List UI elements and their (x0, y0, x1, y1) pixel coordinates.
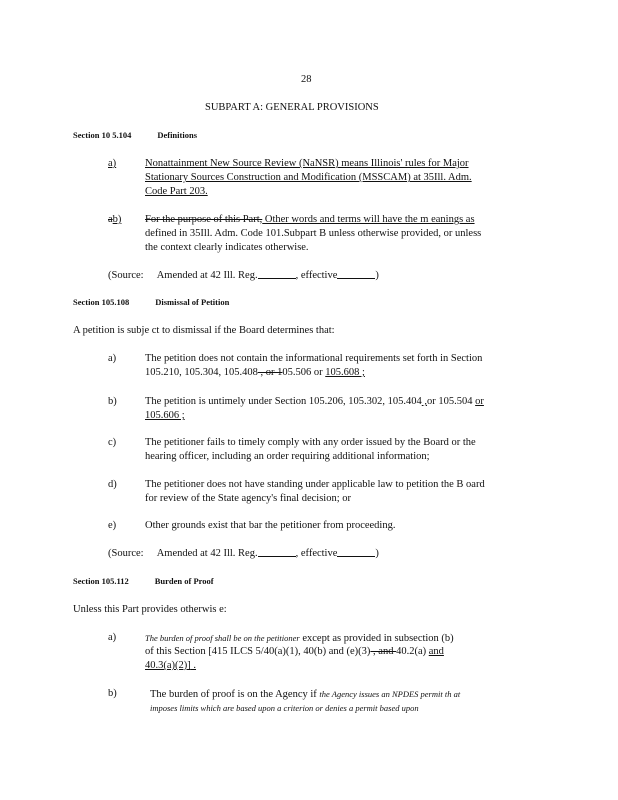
section-number: Section 10 5.104 (73, 130, 132, 140)
item-label: a) (108, 353, 117, 364)
item-line: hearing officer, including an order requiring additional information; (145, 451, 430, 462)
item-line: 40.3(a)(2)] . (145, 660, 197, 671)
section-heading (73, 297, 229, 307)
item-label: a) (108, 158, 117, 169)
definition-line: Nonattainment New Source Review (NaNSR) means Illinois' rules for Major (145, 158, 469, 169)
item-label: ab) (108, 214, 122, 225)
definition-line: Code Part 203. (145, 186, 208, 197)
section-title: Burden of Proof (154, 576, 214, 586)
item-line: 105.606 ; (145, 410, 185, 421)
definition-line: the context clearly indicates otherwise. (145, 242, 309, 253)
item-line: Other grounds exist that bar the petitioner from proceeding. (145, 520, 396, 531)
definition-line: defined in 35Ill. Adm. Code 101.Subpart B unless otherwise provided, or unless (145, 228, 482, 239)
source-note: (Source: Amended at 42 Ill. Reg. , effective ) (108, 270, 379, 281)
section-heading (73, 576, 214, 586)
item-line: The petitioner does not have standing under applicable law to petition the B oard (145, 479, 485, 490)
section-number: Section 105.112 (73, 576, 129, 586)
section-intro: A petition is subje ct to dismissal if the Board determines that: (73, 325, 335, 336)
page-number: 28 (301, 74, 312, 85)
section-heading (73, 130, 197, 140)
definition-line: For the purpose of this Part, Other words and terms will have the m eanings as (145, 214, 475, 225)
section-title: Dismissal of Petition (155, 297, 230, 307)
item-label: a) (108, 632, 117, 643)
item-line: The petition is untimely under Section 105.206, 105.302, 105.404 ,or 105.504 or (145, 396, 484, 407)
item-line: The petitioner fails to timely comply with any order issued by the Board or the (145, 437, 476, 448)
item-label: b) (108, 396, 117, 407)
item-line: The petition does not contain the informational requirements set forth in Section (145, 353, 483, 364)
item-label: d) (108, 479, 117, 490)
section-intro: Unless this Part provides otherwis e: (73, 604, 227, 615)
item-label: c) (108, 437, 117, 448)
item-line: 105.210, 105.304, 105.408 , or 105.506 or 105.608 ; (145, 367, 365, 378)
item-line: The burden of proof shall be on the petitioner except as provided in subsection (b) (145, 633, 454, 644)
section-number: Section 105.108 (73, 297, 130, 307)
section-title: Definitions (157, 130, 197, 140)
item-label: e) (108, 520, 117, 531)
item-line: for review of the State agency's final decision; or (145, 493, 351, 504)
item-label: b) (108, 688, 117, 699)
subpart-title: SUBPART A: GENERAL PROVISIONS (205, 102, 379, 113)
definition-line: Stationary Sources Construction and Modification (MSSCAM) at 35Ill. Adm. (145, 172, 472, 183)
item-line: The burden of proof is on the Agency if the Agency issues an NPDES permit th at (150, 689, 461, 700)
item-line: imposes limits which are based upon a criterion or denies a permit based upon (150, 703, 419, 713)
source-note: (Source: Amended at 42 Ill. Reg. , effective ) (108, 548, 379, 559)
item-line: of this Section [415 ILCS 5/40(a)(1), 40(b) and (e)(3) , and 40.2(a) and (145, 646, 444, 657)
